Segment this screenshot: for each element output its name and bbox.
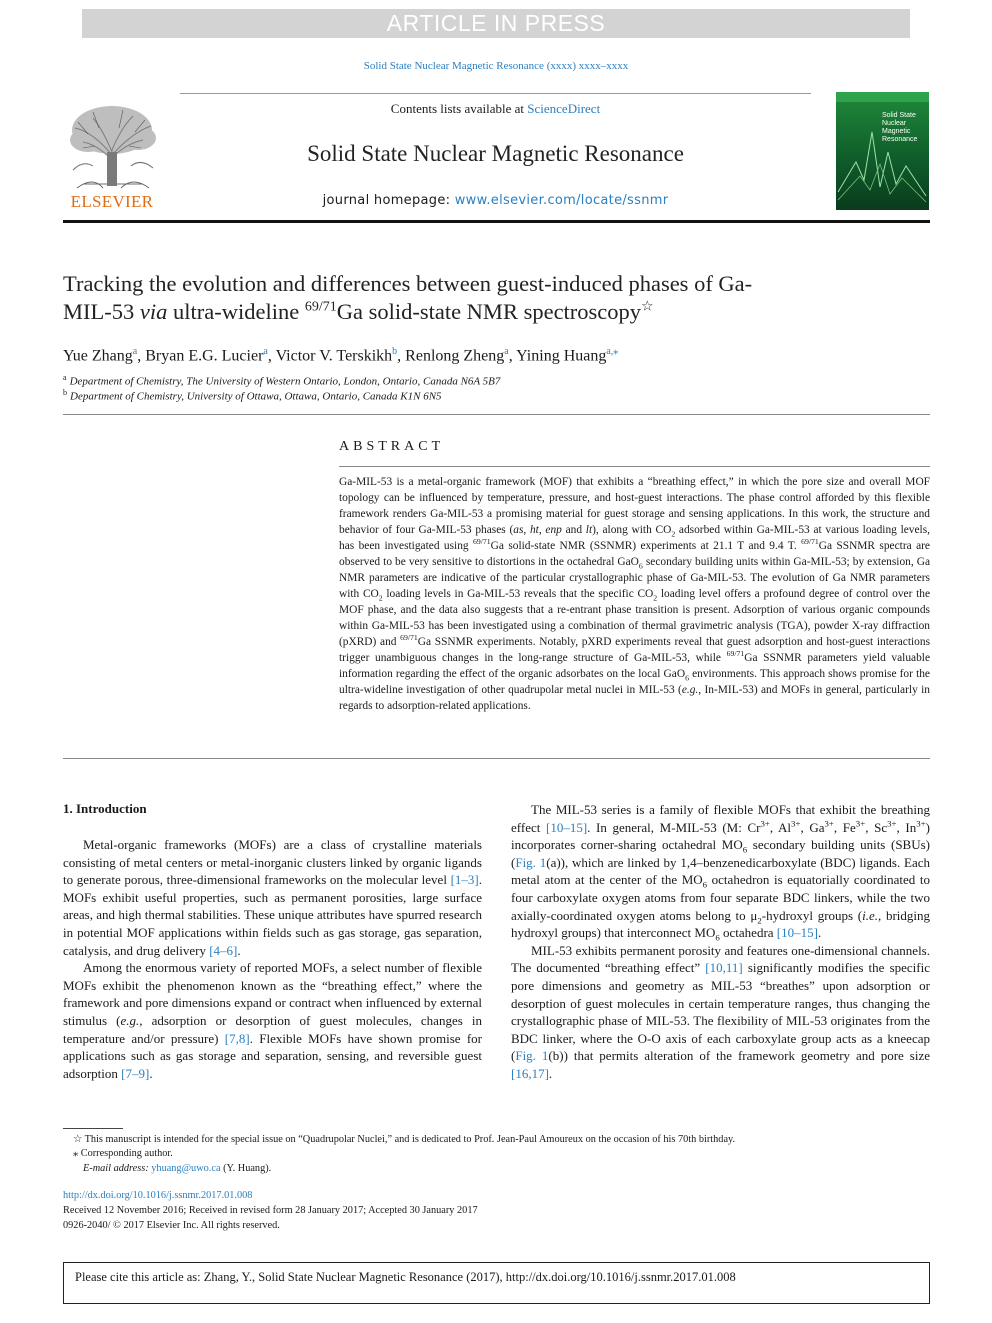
footnote-corresponding: ⁎ Corresponding author. bbox=[73, 1148, 173, 1160]
abstract-body: Ga-MIL-53 is a metal-organic framework (MOF) that exhibits a “breathing effect,” in which the pore size and overall MOF topology can be influenced by temperature, pressure, and host-guest interactions. The phase control afforded by this flexible framework renders Ga-MIL-53 a promising material for guest storage and sensing applications. In this work, the structure and behavior of four Ga-MIL-53 phases (as, ht, enp and lt), along with $CO_2$ adsorbed within Ga-MIL-53 at various loading levels, has been investigated using $^{69/71}$Ga solid-state NMR (SSNMR) experiments at 21.1 T and 9.4 T. $^{69/71}$Ga SSNMR spectra are observed to be very sensitive to distortions in the octahedral GaO$_6$ secondary building units within Ga-MIL-53; by extension, Ga NMR parameters are indicative of the particular crystallographic phase of Ga-MIL-53. The evolution of Ga NMR parameters with $CO_2$ loading levels in Ga-MIL-53 reveals that the specific $CO_2$ loading level offers a profound degree of control over the MOF phase, and the data also suggests that a re-entrant phase transition is present. Adsorption of various organic compounds within Ga-MIL-53 has been investigated using a combination of thermal gravimetric analysis (TGA), powder X-ray diffraction (pXRD) and $^{69/71}$Ga SSNMR experiments. Notably, pXRD experiments reveal that guest adsorption and host-guest interactions trigger unambiguous changes in the long-range structure of Ga-MIL-53, while $^{69/71}$Ga SSNMR parameters yield valuable information regarding the effect of the organic adsorbates on the local GaO$_6$ environments. This approach shows promise for the ultra-wideline investigation of other quadrupolar metal nuclei in MIL-53 (e.g., In-MIL-53) and MOFs in general, particularly in regards to adsorption-related applications. bbox=[339, 476, 931, 712]
author-name[interactable]: Yue Zhang bbox=[63, 347, 133, 365]
email-link[interactable]: yhuang@uwo.ca bbox=[151, 1162, 221, 1174]
author-affiliation-mark[interactable]: a,⁎ bbox=[606, 346, 619, 357]
affiliation-text: Department of Chemistry, University of Ottawa, Ottawa, Ontario, Canada K1N 6N5 bbox=[70, 390, 442, 403]
article-info-block bbox=[63, 1188, 930, 1233]
footnote-divider bbox=[63, 1128, 123, 1129]
cover-line-2: Nuclear bbox=[882, 120, 907, 127]
contents-available-line bbox=[180, 101, 811, 117]
article-title bbox=[63, 270, 863, 326]
figure-link[interactable]: Fig. 1 bbox=[515, 854, 547, 870]
cover-line-4: Resonance bbox=[882, 136, 918, 143]
author-affiliation-mark[interactable]: a bbox=[504, 346, 509, 357]
footnote-email: E-mail address: yhuang@uwo.ca (Y. Huang). bbox=[83, 1162, 272, 1174]
doi-link[interactable]: http://dx.doi.org/10.1016/j.ssnmr.2017.01.008 bbox=[63, 1190, 253, 1201]
abstract-heading: ABSTRACT bbox=[339, 439, 445, 454]
paragraph: Metal-organic frameworks (MOFs) are a class of crystalline materials consisting of metal centers or metal-inorganic clusters linked by organic ligands to generate porous, three-dimensional frameworks on the molecular level [1–3]. MOFs exhibit useful properties, such as permanent porosities, large surface areas, and high thermal stabilities. These unique attributes have spurred research in potential MOF applications within fields such as gas storage, gas separation, catalysis, and drug delivery [4–6]. bbox=[63, 837, 482, 958]
title-part-2b: ultra-wideline bbox=[167, 299, 305, 324]
divider bbox=[63, 414, 930, 415]
reference-link[interactable]: [1–3] bbox=[450, 872, 479, 888]
body-column-left bbox=[63, 836, 482, 1082]
reference-link[interactable]: [7–9] bbox=[121, 1065, 150, 1081]
title-part-2a: MIL-53 bbox=[63, 299, 140, 324]
homepage-prefix: journal homepage: bbox=[322, 193, 455, 208]
author-affiliation-mark[interactable]: a bbox=[132, 346, 138, 357]
reference-link[interactable]: [4–6] bbox=[209, 942, 238, 958]
body-column-right bbox=[511, 801, 930, 1083]
abstract-divider bbox=[339, 466, 930, 467]
article-history: Received 12 November 2016; Received in revised form 28 January 2017; Accepted 30 January 2017 bbox=[63, 1205, 478, 1216]
footnotes bbox=[63, 1133, 930, 1176]
copyright-line: 0926-2040/ © 2017 Elsevier Inc. All rights reserved. bbox=[63, 1220, 280, 1231]
affiliation-text: Department of Chemistry, The University of Western Ontario, London, Ontario, Canada N6A 5B7 bbox=[69, 375, 501, 388]
author-name[interactable]: Victor V. Terskikh bbox=[275, 347, 393, 365]
author-name[interactable]: Yining Huang bbox=[516, 347, 607, 365]
footnote-dedication: ☆ This manuscript is intended for the special issue on “Quadrupolar Nuclei,” and is dedicated to Prof. Jean-Paul Amoureux on the occasion of his 70th birthday. bbox=[73, 1134, 736, 1145]
affiliation bbox=[63, 373, 500, 388]
journal-cover-thumbnail[interactable] bbox=[836, 92, 929, 210]
article-in-press-banner: ARTICLE IN PRESS bbox=[82, 9, 910, 38]
title-star-footnote-mark[interactable]: ☆ bbox=[641, 299, 654, 315]
title-part-2c: Ga solid-state NMR spectroscopy bbox=[336, 299, 642, 324]
header-top-rule bbox=[180, 93, 811, 94]
header-bottom-rule bbox=[63, 220, 930, 223]
reference-link[interactable]: [16,17] bbox=[511, 1065, 549, 1081]
journal-name: Solid State Nuclear Magnetic Resonance bbox=[307, 141, 684, 166]
paragraph: The MIL-53 series is a family of flexible MOFs that exhibit the breathing effect [10–15]. In general, M-MIL-53 (M: $Cr^{3+}$, $Al^{3+}$, $Ga^{3+}$, $Fe^{3+}$, $Sc^{3+}$, $In^{3+}$) incorporates corner-sharing octahedral $MO_6$ secondary building units (SBUs) (Fig. 1(a)), which are linked by 1,4–benzenedicarboxylate (BDC) ligands. Each metal atom at the center of the $MO_6$ octahedron is equatorially coordinated to four carboxylate oxygen atoms from four separate BDC linkers, while the two axially-coordinated oxygen atoms belong to $\mu_2$-hydroxyl groups (i.e., bridging hydroxyl groups) that interconnect $MO_6$ octahedra [10–15]. bbox=[511, 802, 930, 943]
figure-link[interactable]: Fig. 1 bbox=[515, 1048, 549, 1064]
title-via: via bbox=[139, 299, 168, 324]
journal-homepage-line bbox=[180, 193, 811, 208]
author-name[interactable]: Renlong Zheng bbox=[405, 347, 505, 365]
contents-prefix: Contents lists available at bbox=[390, 101, 528, 116]
title-part-1: Tracking the evolution and differences between guest-induced phases of Ga- bbox=[63, 271, 753, 296]
reference-link[interactable]: [10–15] bbox=[545, 819, 588, 835]
affiliation-letter: b bbox=[63, 388, 67, 397]
paragraph: Among the enormous variety of reported MOFs, a select number of flexible MOFs exhibit the phenomenon known as the “breathing effect,” where the framework and pore dimensions expand or contract when influenced by external stimulus (e.g., adsorption or desorption of guest molecules, changes in temperature and/or pressure) [7,8]. Flexible MOFs have shown promise for applications such as gas storage and separation, sensing, and reversible guest adsorption [7–9]. bbox=[63, 960, 482, 1081]
author-name[interactable]: Bryan E.G. Lucier bbox=[145, 347, 264, 365]
paragraph: MIL-53 exhibits permanent porosity and features one-dimensional channels. The documented “breathing effect” [10,11] significantly modifies the specific pore dimensions and geometry as MIL-53 “breathes” upon adsorption or desorption of guest molecules in certain temperature ranges, thus changing the crystallographic phase of MIL-53. The flexibility of MIL-53 originates from the BDC linker, where the O-O axis of each carboxylate group acts as a kneecap (Fig. 1(b)) that permits alteration of the framework geometry and pore size [16,17]. bbox=[511, 942, 930, 1081]
sciencedirect-link[interactable]: ScienceDirect bbox=[527, 101, 601, 116]
journal-cover-art-icon bbox=[836, 92, 929, 210]
homepage-link[interactable]: www.elsevier.com/locate/ssnmr bbox=[454, 193, 669, 208]
reference-link[interactable]: [10–15] bbox=[776, 925, 818, 941]
author-affiliation-mark[interactable]: b bbox=[392, 346, 398, 357]
divider bbox=[63, 758, 930, 759]
title-isotope: 69/71 bbox=[304, 299, 337, 315]
affiliation-letter: a bbox=[63, 373, 67, 382]
author-affiliation-mark[interactable]: a bbox=[263, 346, 268, 357]
cover-line-1: Solid State bbox=[882, 112, 916, 119]
author-list: Yue Zhang$^a$, Bryan E.G. Lucier$^a$, Victor V. Terskikh$^b$, Renlong Zheng$^a$, Yining Huang$^{a,⁎}$ bbox=[63, 346, 619, 365]
running-citation[interactable]: Solid State Nuclear Magnetic Resonance (xxxx) xxxx–xxxx bbox=[363, 60, 629, 72]
elsevier-wordmark: ELSEVIER bbox=[70, 192, 154, 211]
section-heading-introduction: 1. Introduction bbox=[63, 801, 147, 816]
cite-this-article-text[interactable]: Please cite this article as: Zhang, Y., Solid State Nuclear Magnetic Resonance (2017), http://dx.doi.org/10.1016/j.ssnmr.2017.01.008 bbox=[75, 1270, 736, 1284]
reference-link[interactable]: [10,11] bbox=[705, 960, 743, 976]
affiliation bbox=[63, 388, 442, 403]
cover-line-3: Magnetic bbox=[882, 128, 911, 135]
reference-link[interactable]: [7,8] bbox=[224, 1030, 250, 1046]
